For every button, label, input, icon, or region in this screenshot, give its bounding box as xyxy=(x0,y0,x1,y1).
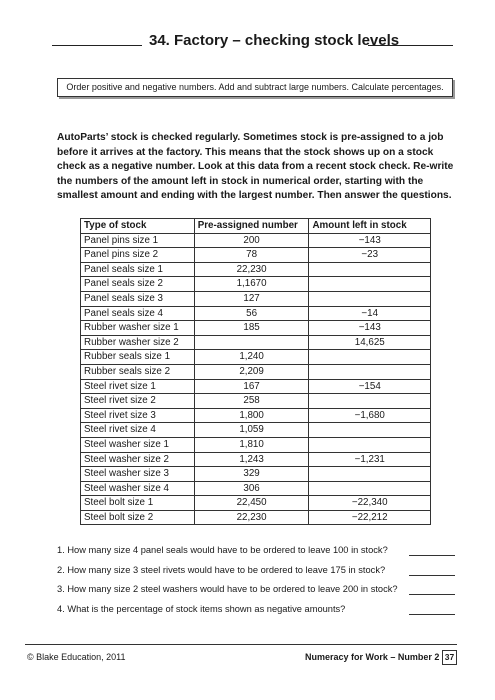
cell-amount-left xyxy=(309,364,431,379)
table-row xyxy=(81,437,431,452)
intro-paragraph: AutoParts’ stock is checked regularly. Sometimes stock is pre-assigned to a job before it arrives at the factory. This means that the stock shows up on a stock check as a negative number. Look at this data from a recent stock check. Re-write the numbers of the amount left in stock in numerical order, starting with the smallest amount and ending with the largest number. Then answer the questions. xyxy=(57,132,454,201)
cell-amount-left xyxy=(309,481,431,496)
table-row xyxy=(81,379,431,394)
title-row xyxy=(52,32,453,52)
cell-stock-type: Steel rivet size 4 xyxy=(81,423,195,438)
cell-amount-left xyxy=(309,350,431,365)
cell-stock-type: Panel pins size 2 xyxy=(81,248,195,263)
question-text: 4. What is the percentage of stock items shown as negative amounts? xyxy=(57,603,346,614)
cell-stock-type: Panel pins size 1 xyxy=(81,233,195,248)
cell-stock-type: Steel washer size 2 xyxy=(81,452,195,467)
answer-line[interactable] xyxy=(409,575,455,576)
cell-preassigned-number: 1,059 xyxy=(194,423,309,438)
table-row xyxy=(81,510,431,525)
cell-stock-type: Steel washer size 4 xyxy=(81,481,195,496)
table-row xyxy=(81,481,431,496)
column-header-type: Type of stock xyxy=(81,219,195,234)
cell-amount-left xyxy=(309,291,431,306)
cell-preassigned-number: 306 xyxy=(194,481,309,496)
column-header-amount-left: Amount left in stock xyxy=(309,219,431,234)
cell-preassigned-number: 1,240 xyxy=(194,350,309,365)
cell-amount-left xyxy=(309,467,431,482)
table-row xyxy=(81,423,431,438)
cell-amount-left: −22,212 xyxy=(309,510,431,525)
cell-preassigned-number: 2,209 xyxy=(194,364,309,379)
question-text: 1. How many size 4 panel seals would have to be ordered to leave 100 in stock? xyxy=(57,545,388,555)
cell-amount-left: −154 xyxy=(309,379,431,394)
cell-amount-left: −23 xyxy=(309,248,431,263)
cell-stock-type: Steel washer size 3 xyxy=(81,467,195,482)
cell-preassigned-number: 22,230 xyxy=(194,262,309,277)
cell-stock-type: Panel seals size 4 xyxy=(81,306,195,321)
cell-stock-type: Panel seals size 2 xyxy=(81,277,195,292)
cell-preassigned-number: 22,230 xyxy=(194,510,309,525)
question-item xyxy=(57,582,457,602)
footer-copyright: © Blake Education, 2011 xyxy=(27,652,126,662)
question-item xyxy=(57,602,457,622)
question-item xyxy=(57,543,457,563)
table-row xyxy=(81,496,431,511)
cell-amount-left: 14,625 xyxy=(309,335,431,350)
cell-preassigned-number: 1,810 xyxy=(194,437,309,452)
cell-preassigned-number: 1,1670 xyxy=(194,277,309,292)
title-rule-right xyxy=(368,45,453,46)
cell-preassigned-number: 78 xyxy=(194,248,309,263)
cell-amount-left: −1,231 xyxy=(309,452,431,467)
cell-amount-left xyxy=(309,394,431,409)
cell-stock-type: Rubber seals size 1 xyxy=(81,350,195,365)
table-row xyxy=(81,467,431,482)
cell-amount-left xyxy=(309,437,431,452)
cell-stock-type: Panel seals size 1 xyxy=(81,262,195,277)
table-row xyxy=(81,262,431,277)
table-row xyxy=(81,248,431,263)
question-text: 2. How many size 3 steel rivets would have to be ordered to leave 175 in stock? xyxy=(57,564,386,575)
table-row xyxy=(81,291,431,306)
table-header-row xyxy=(81,219,431,234)
answer-line[interactable] xyxy=(409,614,455,615)
cell-amount-left: −14 xyxy=(309,306,431,321)
cell-amount-left: −143 xyxy=(309,233,431,248)
page-number: 37 xyxy=(442,650,457,665)
cell-preassigned-number: 127 xyxy=(194,291,309,306)
cell-stock-type: Panel seals size 3 xyxy=(81,291,195,306)
cell-stock-type: Rubber seals size 2 xyxy=(81,364,195,379)
table-row xyxy=(81,408,431,423)
cell-preassigned-number: 1,800 xyxy=(194,408,309,423)
cell-preassigned-number: 167 xyxy=(194,379,309,394)
page-title: 34. Factory – checking stock levels xyxy=(149,32,400,49)
cell-stock-type: Steel bolt size 1 xyxy=(81,496,195,511)
cell-preassigned-number: 258 xyxy=(194,394,309,409)
table-row xyxy=(81,335,431,350)
cell-amount-left: −143 xyxy=(309,321,431,336)
cell-preassigned-number: 22,450 xyxy=(194,496,309,511)
column-header-preassigned: Pre-assigned number xyxy=(194,219,309,234)
table-row xyxy=(81,233,431,248)
table-row xyxy=(81,306,431,321)
cell-preassigned-number: 56 xyxy=(194,306,309,321)
cell-preassigned-number xyxy=(194,335,309,350)
cell-amount-left: −1,680 xyxy=(309,408,431,423)
cell-stock-type: Steel washer size 1 xyxy=(81,437,195,452)
title-rule-left xyxy=(52,45,142,46)
footer-series-title: Numeracy for Work – Number 2 xyxy=(305,652,440,662)
stock-table xyxy=(80,218,431,525)
table-row xyxy=(81,277,431,292)
question-item xyxy=(57,563,457,583)
cell-amount-left xyxy=(309,262,431,277)
table-row xyxy=(81,394,431,409)
learning-objectives-box: Order positive and negative numbers. Add and subtract large numbers. Calculate percentages. xyxy=(57,78,453,97)
cell-amount-left xyxy=(309,423,431,438)
cell-stock-type: Rubber washer size 2 xyxy=(81,335,195,350)
cell-amount-left: −22,340 xyxy=(309,496,431,511)
table-row xyxy=(81,364,431,379)
cell-stock-type: Steel rivet size 3 xyxy=(81,408,195,423)
cell-stock-type: Rubber washer size 1 xyxy=(81,321,195,336)
table-row xyxy=(81,321,431,336)
cell-preassigned-number: 329 xyxy=(194,467,309,482)
answer-line[interactable] xyxy=(409,555,455,556)
table-row xyxy=(81,452,431,467)
question-text: 3. How many size 2 steel washers would have to be ordered to leave 200 in stock? xyxy=(57,584,398,594)
table-row xyxy=(81,350,431,365)
questions-list xyxy=(57,543,457,621)
answer-line[interactable] xyxy=(409,594,455,595)
cell-amount-left xyxy=(309,277,431,292)
cell-preassigned-number: 185 xyxy=(194,321,309,336)
cell-stock-type: Steel rivet size 1 xyxy=(81,379,195,394)
cell-preassigned-number: 1,243 xyxy=(194,452,309,467)
cell-stock-type: Steel rivet size 2 xyxy=(81,394,195,409)
cell-preassigned-number: 200 xyxy=(194,233,309,248)
cell-stock-type: Steel bolt size 2 xyxy=(81,510,195,525)
footer-divider xyxy=(25,644,457,645)
